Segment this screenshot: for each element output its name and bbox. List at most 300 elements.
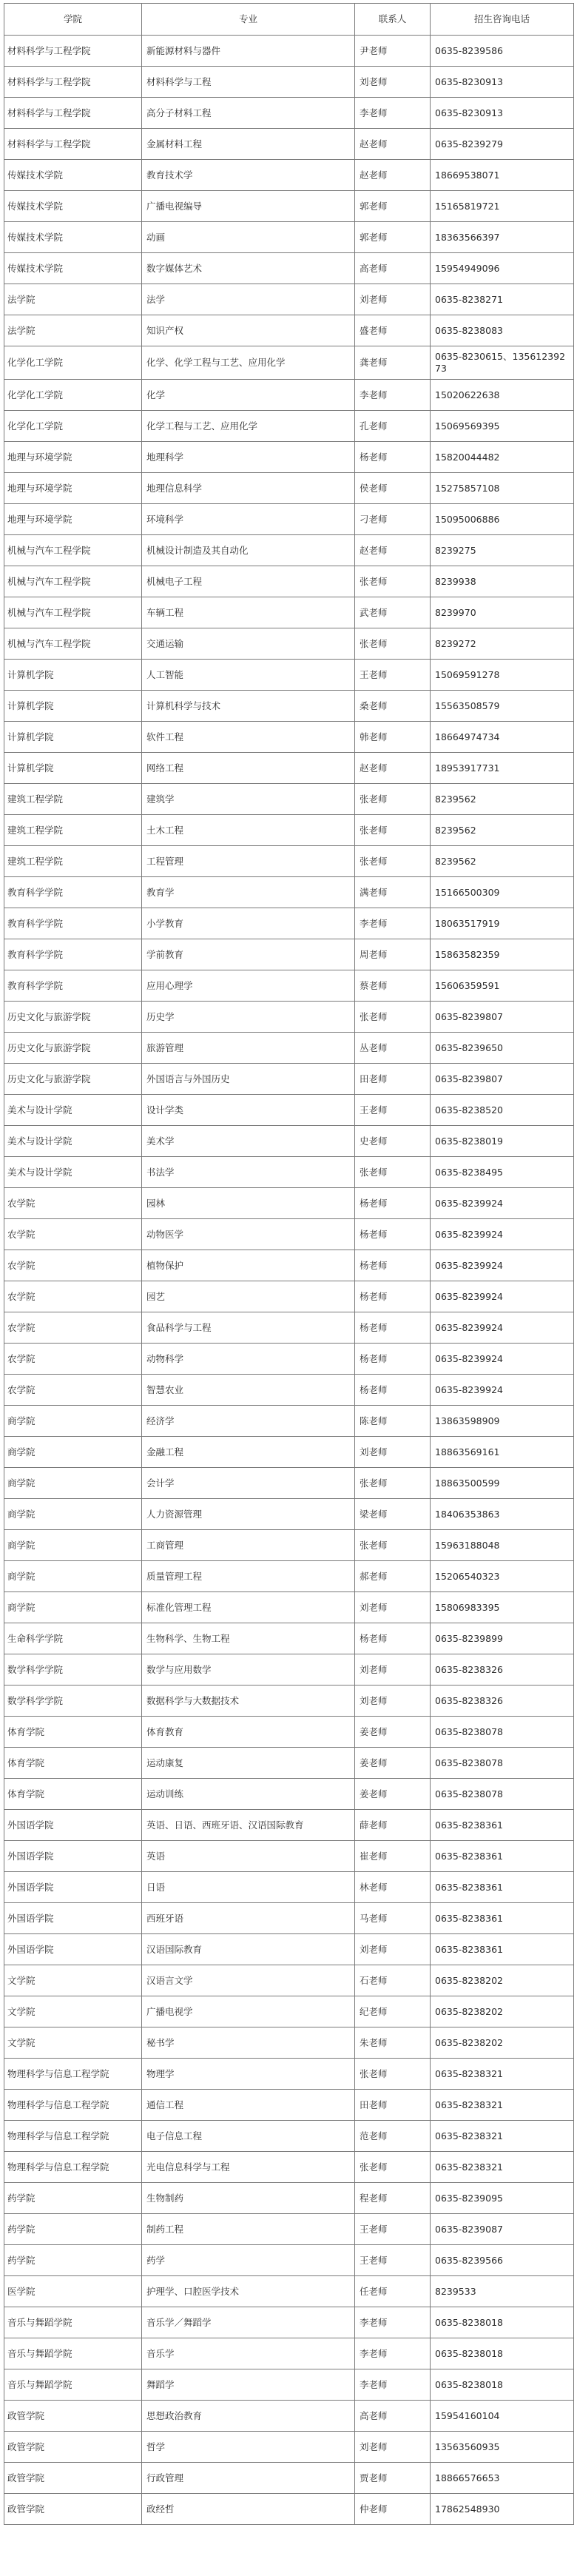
table-row <box>4 1903 574 1934</box>
table-row <box>4 1002 574 1033</box>
table-cell-phone: 18363566397 <box>431 222 574 253</box>
table-cell-college: 政管学院 <box>4 2463 142 2494</box>
table-cell-major: 车辆工程 <box>142 597 355 628</box>
table-row <box>4 191 574 222</box>
table-cell-contact: 贾老师 <box>355 2463 431 2494</box>
table-cell-college: 商学院 <box>4 1530 142 1561</box>
table-cell-contact: 朱老师 <box>355 2027 431 2059</box>
table-cell-contact: 田老师 <box>355 1064 431 1095</box>
table-cell-contact: 刘老师 <box>355 1686 431 1717</box>
table-cell-college: 美术与设计学院 <box>4 1157 142 1188</box>
table-cell-major: 学前教育 <box>142 939 355 970</box>
table-cell-college: 建筑工程学院 <box>4 846 142 877</box>
table-cell-college: 历史文化与旅游学院 <box>4 1002 142 1033</box>
table-cell-major: 英语、日语、西班牙语、汉语国际教育 <box>142 1810 355 1841</box>
table-cell-phone: 0635-8238520 <box>431 1095 574 1126</box>
table-cell-college: 化学化工学院 <box>4 346 142 380</box>
table-cell-college: 生命科学学院 <box>4 1623 142 1654</box>
table-cell-major: 法学 <box>142 284 355 315</box>
table-cell-major: 行政管理 <box>142 2463 355 2494</box>
table-cell-major: 生物科学、生物工程 <box>142 1623 355 1654</box>
table-cell-contact: 刘老师 <box>355 67 431 98</box>
table-cell-major: 金属材料工程 <box>142 129 355 160</box>
table-cell-major: 制药工程 <box>142 2214 355 2245</box>
table-cell-contact: 杨老师 <box>355 1623 431 1654</box>
table-row <box>4 784 574 815</box>
table-row <box>4 2090 574 2121</box>
table-cell-phone: 0635-8239650 <box>431 1033 574 1064</box>
table-cell-major: 材料科学与工程 <box>142 67 355 98</box>
table-cell-phone: 0635-8239279 <box>431 129 574 160</box>
table-row <box>4 315 574 346</box>
table-row <box>4 2027 574 2059</box>
table-cell-contact: 张老师 <box>355 1530 431 1561</box>
table-cell-college: 计算机学院 <box>4 691 142 722</box>
table-cell-college: 机械与汽车工程学院 <box>4 566 142 597</box>
table-row <box>4 1623 574 1654</box>
table-cell-major: 运动康复 <box>142 1748 355 1779</box>
table-cell-college: 商学院 <box>4 1437 142 1468</box>
table-cell-college: 物理科学与信息工程学院 <box>4 2059 142 2090</box>
table-row <box>4 2152 574 2183</box>
table-cell-major: 广播电视学 <box>142 1996 355 2027</box>
table-row <box>4 1281 574 1312</box>
table-cell-college: 文学院 <box>4 1965 142 1996</box>
table-cell-contact: 桑老师 <box>355 691 431 722</box>
table-cell-phone: 15963188048 <box>431 1530 574 1561</box>
table-cell-phone: 17862548930 <box>431 2494 574 2525</box>
table-cell-phone: 8239275 <box>431 535 574 566</box>
table-row <box>4 346 574 380</box>
table-cell-phone: 0635-8238078 <box>431 1717 574 1748</box>
table-row <box>4 2307 574 2338</box>
table-cell-contact: 李老师 <box>355 98 431 129</box>
table-cell-major: 通信工程 <box>142 2090 355 2121</box>
table-cell-contact: 梁老师 <box>355 1499 431 1530</box>
table-cell-contact: 李老师 <box>355 2307 431 2338</box>
table-cell-college: 商学院 <box>4 1468 142 1499</box>
table-cell-college: 政管学院 <box>4 2494 142 2525</box>
table-cell-major: 汉语言文学 <box>142 1965 355 1996</box>
table-cell-contact: 高老师 <box>355 253 431 284</box>
table-cell-major: 经济学 <box>142 1406 355 1437</box>
table-cell-contact: 张老师 <box>355 566 431 597</box>
table-cell-contact: 赵老师 <box>355 160 431 191</box>
table-cell-phone: 0635-8239807 <box>431 1002 574 1033</box>
table-row <box>4 753 574 784</box>
table-cell-phone: 18866576653 <box>431 2463 574 2494</box>
table-cell-contact: 杨老师 <box>355 1281 431 1312</box>
table-cell-phone: 15275857108 <box>431 473 574 504</box>
table-cell-college: 外国语学院 <box>4 1903 142 1934</box>
table-cell-contact: 王老师 <box>355 660 431 691</box>
table-cell-college: 教育科学学院 <box>4 908 142 939</box>
table-cell-contact: 陈老师 <box>355 1406 431 1437</box>
table-cell-major: 软件工程 <box>142 722 355 753</box>
table-cell-college: 材料科学与工程学院 <box>4 36 142 67</box>
table-cell-college: 文学院 <box>4 2027 142 2059</box>
table-cell-major: 书法学 <box>142 1157 355 1188</box>
table-cell-phone: 15020622638 <box>431 380 574 411</box>
table-cell-contact: 李老师 <box>355 2338 431 2369</box>
table-cell-college: 历史文化与旅游学院 <box>4 1064 142 1095</box>
table-cell-phone: 0635-8238018 <box>431 2307 574 2338</box>
table-cell-major: 运动训练 <box>142 1779 355 1810</box>
table-row <box>4 628 574 660</box>
table-row <box>4 1157 574 1188</box>
table-cell-phone: 15069569395 <box>431 411 574 442</box>
table-cell-major: 食品科学与工程 <box>142 1312 355 1344</box>
table-cell-phone: 8239970 <box>431 597 574 628</box>
table-cell-major: 工商管理 <box>142 1530 355 1561</box>
table-cell-phone: 0635-8238202 <box>431 1996 574 2027</box>
table-row <box>4 908 574 939</box>
table-row <box>4 939 574 970</box>
table-cell-major: 生物制药 <box>142 2183 355 2214</box>
table-row <box>4 1406 574 1437</box>
table-cell-phone: 0635-8238018 <box>431 2369 574 2401</box>
table-cell-college: 商学院 <box>4 1406 142 1437</box>
table-cell-phone: 0635-8239924 <box>431 1250 574 1281</box>
table-row <box>4 129 574 160</box>
table-cell-major: 金融工程 <box>142 1437 355 1468</box>
table-cell-college: 建筑工程学院 <box>4 784 142 815</box>
table-cell-phone: 0635-8238078 <box>431 1779 574 1810</box>
table-cell-phone: 0635-8238361 <box>431 1810 574 1841</box>
table-cell-contact: 仲老师 <box>355 2494 431 2525</box>
table-cell-contact: 刁老师 <box>355 504 431 535</box>
table-row <box>4 1717 574 1748</box>
table-cell-contact: 韩老师 <box>355 722 431 753</box>
table-cell-college: 化学化工学院 <box>4 411 142 442</box>
table-cell-phone: 0635-8239095 <box>431 2183 574 2214</box>
table-cell-contact: 满老师 <box>355 877 431 908</box>
table-cell-major: 音乐学／舞蹈学 <box>142 2307 355 2338</box>
table-header-row <box>4 4 574 36</box>
table-cell-major: 园林 <box>142 1188 355 1219</box>
table-cell-college: 历史文化与旅游学院 <box>4 1033 142 1064</box>
table-cell-college: 音乐与舞蹈学院 <box>4 2307 142 2338</box>
table-cell-major: 电子信息工程 <box>142 2121 355 2152</box>
table-row <box>4 2369 574 2401</box>
table-cell-contact: 盛老师 <box>355 315 431 346</box>
table-cell-contact: 刘老师 <box>355 2432 431 2463</box>
table-cell-phone: 13563560935 <box>431 2432 574 2463</box>
table-cell-major: 工程管理 <box>142 846 355 877</box>
table-cell-phone: 0635-8238495 <box>431 1157 574 1188</box>
table-row <box>4 473 574 504</box>
table-cell-phone: 0635-8239924 <box>431 1188 574 1219</box>
table-cell-college: 外国语学院 <box>4 1934 142 1965</box>
table-cell-phone: 8239562 <box>431 815 574 846</box>
table-cell-college: 材料科学与工程学院 <box>4 129 142 160</box>
table-cell-phone: 0635-8238321 <box>431 2090 574 2121</box>
table-row <box>4 846 574 877</box>
table-row <box>4 1064 574 1095</box>
table-cell-contact: 高老师 <box>355 2401 431 2432</box>
table-cell-major: 数据科学与大数据技术 <box>142 1686 355 1717</box>
table-cell-contact: 李老师 <box>355 2369 431 2401</box>
table-cell-college: 数学科学学院 <box>4 1654 142 1686</box>
table-cell-major: 交通运输 <box>142 628 355 660</box>
table-cell-contact: 丛老师 <box>355 1033 431 1064</box>
table-cell-phone: 0635-8238361 <box>431 1934 574 1965</box>
table-cell-phone: 0635-8239924 <box>431 1219 574 1250</box>
table-cell-phone: 18953917731 <box>431 753 574 784</box>
table-row <box>4 1095 574 1126</box>
table-cell-phone: 15954160104 <box>431 2401 574 2432</box>
table-cell-phone: 15166500309 <box>431 877 574 908</box>
table-cell-phone: 15206540323 <box>431 1561 574 1592</box>
table-cell-college: 传媒技术学院 <box>4 160 142 191</box>
table-cell-major: 标准化管理工程 <box>142 1592 355 1623</box>
table-cell-college: 法学院 <box>4 315 142 346</box>
table-cell-major: 计算机科学与技术 <box>142 691 355 722</box>
table-cell-contact: 郝老师 <box>355 1561 431 1592</box>
table-cell-contact: 赵老师 <box>355 535 431 566</box>
table-cell-major: 舞蹈学 <box>142 2369 355 2401</box>
table-row <box>4 2401 574 2432</box>
table-cell-phone: 0635-8230615、13561239273 <box>431 346 574 380</box>
table-cell-college: 传媒技术学院 <box>4 222 142 253</box>
table-cell-contact: 杨老师 <box>355 1344 431 1375</box>
table-cell-contact: 杨老师 <box>355 1250 431 1281</box>
table-row <box>4 1188 574 1219</box>
table-cell-phone: 0635-8239566 <box>431 2245 574 2276</box>
table-cell-phone: 15954949096 <box>431 253 574 284</box>
table-body <box>4 36 574 2525</box>
table-cell-major: 英语 <box>142 1841 355 1872</box>
table-cell-contact: 马老师 <box>355 1903 431 1934</box>
table-cell-college: 计算机学院 <box>4 660 142 691</box>
table-cell-major: 旅游管理 <box>142 1033 355 1064</box>
table-row <box>4 1250 574 1281</box>
table-cell-contact: 姜老师 <box>355 1779 431 1810</box>
table-cell-college: 教育科学学院 <box>4 877 142 908</box>
table-cell-college: 机械与汽车工程学院 <box>4 535 142 566</box>
table-cell-major: 人力资源管理 <box>142 1499 355 1530</box>
table-cell-contact: 尹老师 <box>355 36 431 67</box>
table-cell-major: 物理学 <box>142 2059 355 2090</box>
table-row <box>4 2183 574 2214</box>
table-cell-contact: 杨老师 <box>355 1219 431 1250</box>
table-cell-major: 高分子材料工程 <box>142 98 355 129</box>
table-cell-contact: 刘老师 <box>355 1592 431 1623</box>
table-cell-phone: 15563508579 <box>431 691 574 722</box>
table-cell-contact: 周老师 <box>355 939 431 970</box>
table-cell-major: 智慧农业 <box>142 1375 355 1406</box>
table-cell-phone: 0635-8238321 <box>431 2059 574 2090</box>
table-cell-major: 外国语言与外国历史 <box>142 1064 355 1095</box>
table-cell-college: 体育学院 <box>4 1717 142 1748</box>
table-cell-major: 教育学 <box>142 877 355 908</box>
table-row <box>4 2245 574 2276</box>
table-cell-college: 化学化工学院 <box>4 380 142 411</box>
table-row <box>4 222 574 253</box>
table-row <box>4 1748 574 1779</box>
table-cell-major: 地理科学 <box>142 442 355 473</box>
table-cell-major: 人工智能 <box>142 660 355 691</box>
table-cell-phone: 18664974734 <box>431 722 574 753</box>
table-cell-phone: 0635-8239087 <box>431 2214 574 2245</box>
table-cell-contact: 杨老师 <box>355 1188 431 1219</box>
table-row <box>4 2463 574 2494</box>
table-cell-college: 外国语学院 <box>4 1841 142 1872</box>
table-cell-contact: 石老师 <box>355 1965 431 1996</box>
table-cell-major: 数字媒体艺术 <box>142 253 355 284</box>
table-cell-college: 传媒技术学院 <box>4 191 142 222</box>
table-cell-phone: 15806983395 <box>431 1592 574 1623</box>
table-cell-college: 美术与设计学院 <box>4 1095 142 1126</box>
table-cell-contact: 刘老师 <box>355 1437 431 1468</box>
table-cell-college: 音乐与舞蹈学院 <box>4 2338 142 2369</box>
table-cell-major: 园艺 <box>142 1281 355 1312</box>
table-cell-contact: 薛老师 <box>355 1810 431 1841</box>
table-row <box>4 1530 574 1561</box>
table-cell-major: 动画 <box>142 222 355 253</box>
table-cell-college: 音乐与舞蹈学院 <box>4 2369 142 2401</box>
table-cell-phone: 15606359591 <box>431 970 574 1002</box>
table-row <box>4 98 574 129</box>
table-cell-contact: 刘老师 <box>355 1654 431 1686</box>
table-cell-college: 农学院 <box>4 1219 142 1250</box>
table-cell-college: 体育学院 <box>4 1779 142 1810</box>
table-cell-contact: 赵老师 <box>355 129 431 160</box>
table-row <box>4 2121 574 2152</box>
table-row <box>4 877 574 908</box>
table-cell-college: 商学院 <box>4 1561 142 1592</box>
table-row <box>4 2432 574 2463</box>
table-cell-major: 历史学 <box>142 1002 355 1033</box>
table-cell-contact: 杨老师 <box>355 1312 431 1344</box>
table-cell-phone: 0635-8238078 <box>431 1748 574 1779</box>
table-cell-phone: 0635-8238271 <box>431 284 574 315</box>
table-cell-contact: 程老师 <box>355 2183 431 2214</box>
table-row <box>4 597 574 628</box>
table-row <box>4 815 574 846</box>
table-cell-contact: 杨老师 <box>355 442 431 473</box>
table-cell-phone: 18063517919 <box>431 908 574 939</box>
table-cell-college: 建筑工程学院 <box>4 815 142 846</box>
table-row <box>4 2494 574 2525</box>
table-cell-college: 教育科学学院 <box>4 939 142 970</box>
table-cell-contact: 张老师 <box>355 628 431 660</box>
table-cell-phone: 0635-8238202 <box>431 1965 574 1996</box>
table-cell-contact: 史老师 <box>355 1126 431 1157</box>
table-row <box>4 1499 574 1530</box>
table-cell-major: 建筑学 <box>142 784 355 815</box>
table-row <box>4 411 574 442</box>
table-row <box>4 1033 574 1064</box>
table-cell-major: 机械电子工程 <box>142 566 355 597</box>
table-cell-phone: 0635-8230913 <box>431 98 574 129</box>
table-cell-contact: 王老师 <box>355 1095 431 1126</box>
table-cell-phone: 18863569161 <box>431 1437 574 1468</box>
table-cell-major: 新能源材料与器件 <box>142 36 355 67</box>
table-row <box>4 504 574 535</box>
table-cell-phone: 0635-8239924 <box>431 1344 574 1375</box>
table-cell-major: 光电信息科学与工程 <box>142 2152 355 2183</box>
table-cell-college: 体育学院 <box>4 1748 142 1779</box>
table-row <box>4 1344 574 1375</box>
table-cell-college: 法学院 <box>4 284 142 315</box>
table-cell-phone: 15069591278 <box>431 660 574 691</box>
table-row <box>4 1872 574 1903</box>
admissions-contact-table <box>4 3 574 2525</box>
table-cell-contact: 赵老师 <box>355 753 431 784</box>
table-cell-contact: 王老师 <box>355 2214 431 2245</box>
table-row <box>4 2338 574 2369</box>
table-cell-college: 药学院 <box>4 2214 142 2245</box>
table-cell-contact: 林老师 <box>355 1872 431 1903</box>
table-cell-contact: 张老师 <box>355 815 431 846</box>
table-cell-contact: 张老师 <box>355 846 431 877</box>
table-row <box>4 1934 574 1965</box>
table-cell-contact: 孔老师 <box>355 411 431 442</box>
table-cell-phone: 0635-8239586 <box>431 36 574 67</box>
table-row <box>4 284 574 315</box>
table-cell-college: 政管学院 <box>4 2432 142 2463</box>
table-cell-contact: 侯老师 <box>355 473 431 504</box>
table-cell-phone: 0635-8239807 <box>431 1064 574 1095</box>
table-cell-major: 网络工程 <box>142 753 355 784</box>
header-phone: 招生咨询电话 <box>431 4 574 36</box>
table-cell-contact: 姜老师 <box>355 1748 431 1779</box>
table-cell-major: 地理信息科学 <box>142 473 355 504</box>
table-cell-phone: 0635-8239899 <box>431 1623 574 1654</box>
table-cell-contact: 郭老师 <box>355 191 431 222</box>
table-cell-college: 物理科学与信息工程学院 <box>4 2090 142 2121</box>
table-cell-major: 数学与应用数学 <box>142 1654 355 1686</box>
table-cell-major: 应用心理学 <box>142 970 355 1002</box>
table-cell-college: 数学科学学院 <box>4 1686 142 1717</box>
table-row <box>4 1841 574 1872</box>
table-row <box>4 1312 574 1344</box>
table-cell-phone: 0635-8239924 <box>431 1375 574 1406</box>
table-cell-contact: 李老师 <box>355 380 431 411</box>
table-cell-major: 知识产权 <box>142 315 355 346</box>
table-row <box>4 1779 574 1810</box>
table-cell-college: 地理与环境学院 <box>4 473 142 504</box>
table-cell-college: 农学院 <box>4 1188 142 1219</box>
table-cell-college: 药学院 <box>4 2183 142 2214</box>
table-cell-major: 设计学类 <box>142 1095 355 1126</box>
table-cell-phone: 8239938 <box>431 566 574 597</box>
table-cell-phone: 0635-8238018 <box>431 2338 574 2369</box>
table-cell-major: 广播电视编导 <box>142 191 355 222</box>
table-cell-college: 农学院 <box>4 1281 142 1312</box>
table-cell-major: 日语 <box>142 1872 355 1903</box>
table-cell-contact: 郭老师 <box>355 222 431 253</box>
table-cell-major: 机械设计制造及其自动化 <box>142 535 355 566</box>
table-cell-phone: 8239562 <box>431 846 574 877</box>
table-cell-phone: 0635-8238321 <box>431 2121 574 2152</box>
table-cell-contact: 范老师 <box>355 2121 431 2152</box>
table-cell-major: 美术学 <box>142 1126 355 1157</box>
table-row <box>4 67 574 98</box>
table-cell-phone: 15165819721 <box>431 191 574 222</box>
table-cell-contact: 张老师 <box>355 2059 431 2090</box>
table-cell-college: 计算机学院 <box>4 753 142 784</box>
table-row <box>4 970 574 1002</box>
table-cell-contact: 张老师 <box>355 2152 431 2183</box>
table-row <box>4 1592 574 1623</box>
table-cell-phone: 0635-8238321 <box>431 2152 574 2183</box>
table-cell-contact: 刘老师 <box>355 284 431 315</box>
table-cell-contact: 纪老师 <box>355 1996 431 2027</box>
table-row <box>4 691 574 722</box>
table-cell-phone: 8239562 <box>431 784 574 815</box>
